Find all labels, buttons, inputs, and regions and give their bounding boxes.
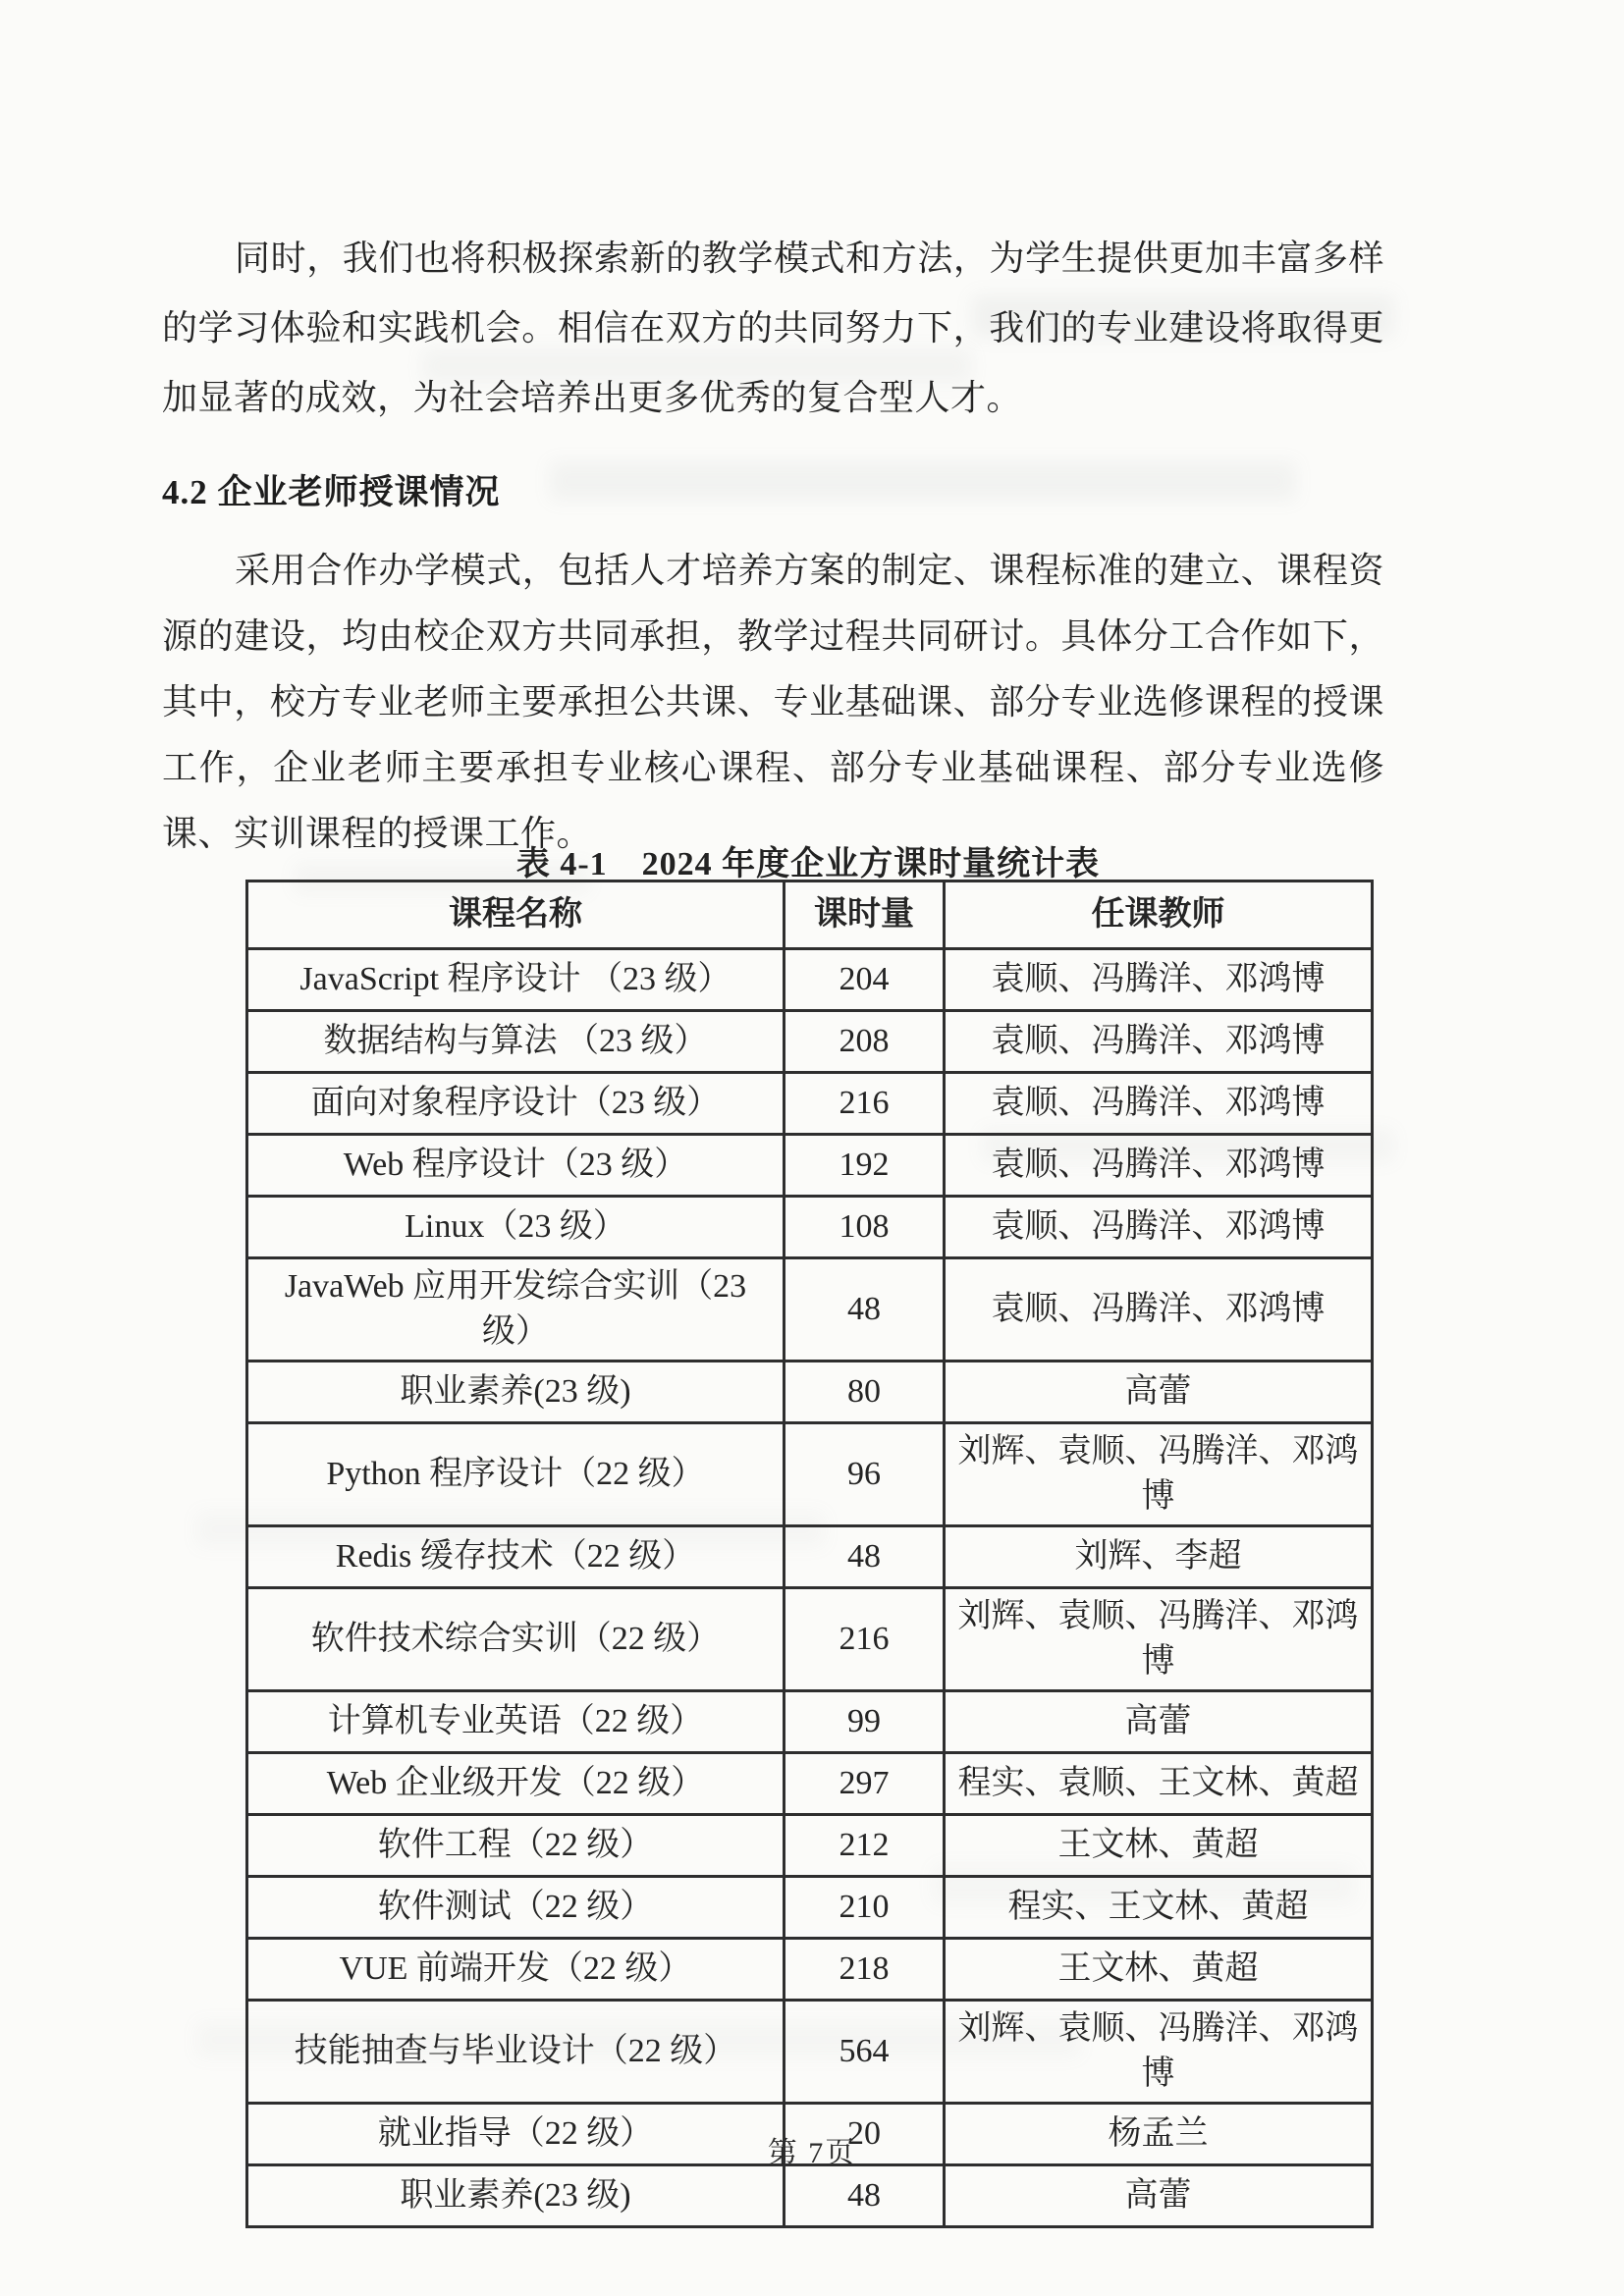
teachers-cell: 程实、袁顺、王文林、黄超 <box>945 1753 1373 1815</box>
column-header-course-name: 课程名称 <box>247 881 785 949</box>
scan-artifact <box>550 461 1296 501</box>
column-header-teachers: 任课教师 <box>945 881 1373 949</box>
table-row <box>247 1526 1373 1588</box>
table-row <box>247 1011 1373 1073</box>
class-hours-cell: 208 <box>785 1011 945 1073</box>
table-row <box>247 1588 1373 1691</box>
class-hours-cell: 204 <box>785 949 945 1011</box>
table-body <box>247 949 1373 2227</box>
course-name-cell: 软件测试（22 级） <box>247 1877 785 1939</box>
teachers-cell: 袁顺、冯腾洋、邓鸿博 <box>945 1135 1373 1197</box>
course-name-cell: 面向对象程序设计（23 级） <box>247 1073 785 1135</box>
course-name-cell: Python 程序设计（22 级） <box>247 1423 785 1526</box>
table-caption: 表 4-1 2024 年度企业方课时量统计表 <box>515 846 1101 882</box>
teachers-cell: 程实、王文林、黄超 <box>945 1877 1373 1939</box>
teachers-cell: 袁顺、冯腾洋、邓鸿博 <box>945 1197 1373 1258</box>
teachers-cell: 高蕾 <box>945 2165 1373 2227</box>
course-name-cell: Web 程序设计（23 级） <box>247 1135 785 1197</box>
teachers-cell: 刘辉、袁顺、冯腾洋、邓鸿博 <box>945 1423 1373 1526</box>
table-row <box>247 1135 1373 1197</box>
teachers-cell: 王文林、黄超 <box>945 1815 1373 1877</box>
teachers-cell: 袁顺、冯腾洋、邓鸿博 <box>945 1073 1373 1135</box>
column-header-class-hours: 课时量 <box>785 881 945 949</box>
course-name-cell: Linux（23 级） <box>247 1197 785 1258</box>
table-row <box>247 949 1373 1011</box>
table-header-row <box>247 881 1373 949</box>
table-row <box>247 1939 1373 2001</box>
class-hours-cell: 48 <box>785 1258 945 1362</box>
paragraph-cooperation: 采用合作办学模式，包括人才培养方案的制定、课程标准的建立、课程资源的建设，均由校企双方共同承担，教学过程共同研讨。具体分工合作如下，其中，校方专业老师主要承担公共课、专业基础课、部分专业选修课程的授课工作，企业老师主要承担专业核心课程、部分专业基础课程、部分专业选修课、实训课程的授课工作。 <box>162 551 1384 853</box>
teachers-cell: 刘辉、袁顺、冯腾洋、邓鸿博 <box>945 2001 1373 2104</box>
class-hours-cell: 216 <box>785 1588 945 1691</box>
course-name-cell: 职业素养(23 级) <box>247 2165 785 2227</box>
table-row <box>247 2165 1373 2227</box>
teachers-cell: 袁顺、冯腾洋、邓鸿博 <box>945 1258 1373 1362</box>
class-hours-cell: 20 <box>785 2104 945 2165</box>
table-row <box>247 1197 1373 1258</box>
table-row <box>247 1753 1373 1815</box>
course-name-cell: 就业指导（22 级） <box>247 2104 785 2165</box>
teachers-cell: 袁顺、冯腾洋、邓鸿博 <box>945 949 1373 1011</box>
table-row <box>247 2001 1373 2104</box>
teachers-cell: 刘辉、李超 <box>945 1526 1373 1588</box>
teachers-cell: 杨孟兰 <box>945 2104 1373 2165</box>
course-name-cell: 技能抽查与毕业设计（22 级） <box>247 2001 785 2104</box>
class-hours-cell: 210 <box>785 1877 945 1939</box>
class-hours-cell: 99 <box>785 1691 945 1753</box>
class-hours-cell: 297 <box>785 1753 945 1815</box>
course-name-cell: JavaWeb 应用开发综合实训（23 级） <box>247 1258 785 1362</box>
course-name-cell: 数据结构与算法 （23 级） <box>247 1011 785 1073</box>
class-hours-cell: 218 <box>785 1939 945 2001</box>
course-name-cell: Web 企业级开发（22 级） <box>247 1753 785 1815</box>
teachers-cell: 王文林、黄超 <box>945 1939 1373 2001</box>
teachers-cell: 袁顺、冯腾洋、邓鸿博 <box>945 1011 1373 1073</box>
teachers-cell: 高蕾 <box>945 1362 1373 1423</box>
table-row <box>247 1423 1373 1526</box>
table-row <box>247 1877 1373 1939</box>
class-hours-cell: 192 <box>785 1135 945 1197</box>
table-row <box>247 1073 1373 1135</box>
class-hours-cell: 108 <box>785 1197 945 1258</box>
class-hours-cell: 564 <box>785 2001 945 2104</box>
course-name-cell: 职业素养(23 级) <box>247 1362 785 1423</box>
table-row <box>247 1362 1373 1423</box>
class-hours-cell: 48 <box>785 1526 945 1588</box>
page-number: 第 7页 <box>767 2137 857 2169</box>
paragraph-intro: 同时，我们也将积极探索新的教学模式和方法，为学生提供更加丰富多样的学习体验和实践机会。相信在双方的共同努力下，我们的专业建设将取得更加显著的成效，为社会培养出更多优秀的复合型人才。 <box>162 239 1384 417</box>
course-name-cell: 软件工程（22 级） <box>247 1815 785 1877</box>
course-name-cell: 软件技术综合实训（22 级） <box>247 1588 785 1691</box>
course-name-cell: Redis 缓存技术（22 级） <box>247 1526 785 1588</box>
course-name-cell: 计算机专业英语（22 级） <box>247 1691 785 1753</box>
table-row <box>247 1691 1373 1753</box>
class-hours-cell: 212 <box>785 1815 945 1877</box>
table-row <box>247 1258 1373 1362</box>
course-name-cell: JavaScript 程序设计 （23 级） <box>247 949 785 1011</box>
class-hours-cell: 48 <box>785 2165 945 2227</box>
class-hours-cell: 96 <box>785 1423 945 1526</box>
teachers-cell: 刘辉、袁顺、冯腾洋、邓鸿博 <box>945 1588 1373 1691</box>
teachers-cell: 高蕾 <box>945 1691 1373 1753</box>
course-hours-table <box>245 880 1374 2228</box>
course-name-cell: VUE 前端开发（22 级） <box>247 1939 785 2001</box>
class-hours-cell: 80 <box>785 1362 945 1423</box>
table-row <box>247 1815 1373 1877</box>
section-heading-4-2: 4.2 企业老师授课情况 <box>162 473 501 511</box>
class-hours-cell: 216 <box>785 1073 945 1135</box>
